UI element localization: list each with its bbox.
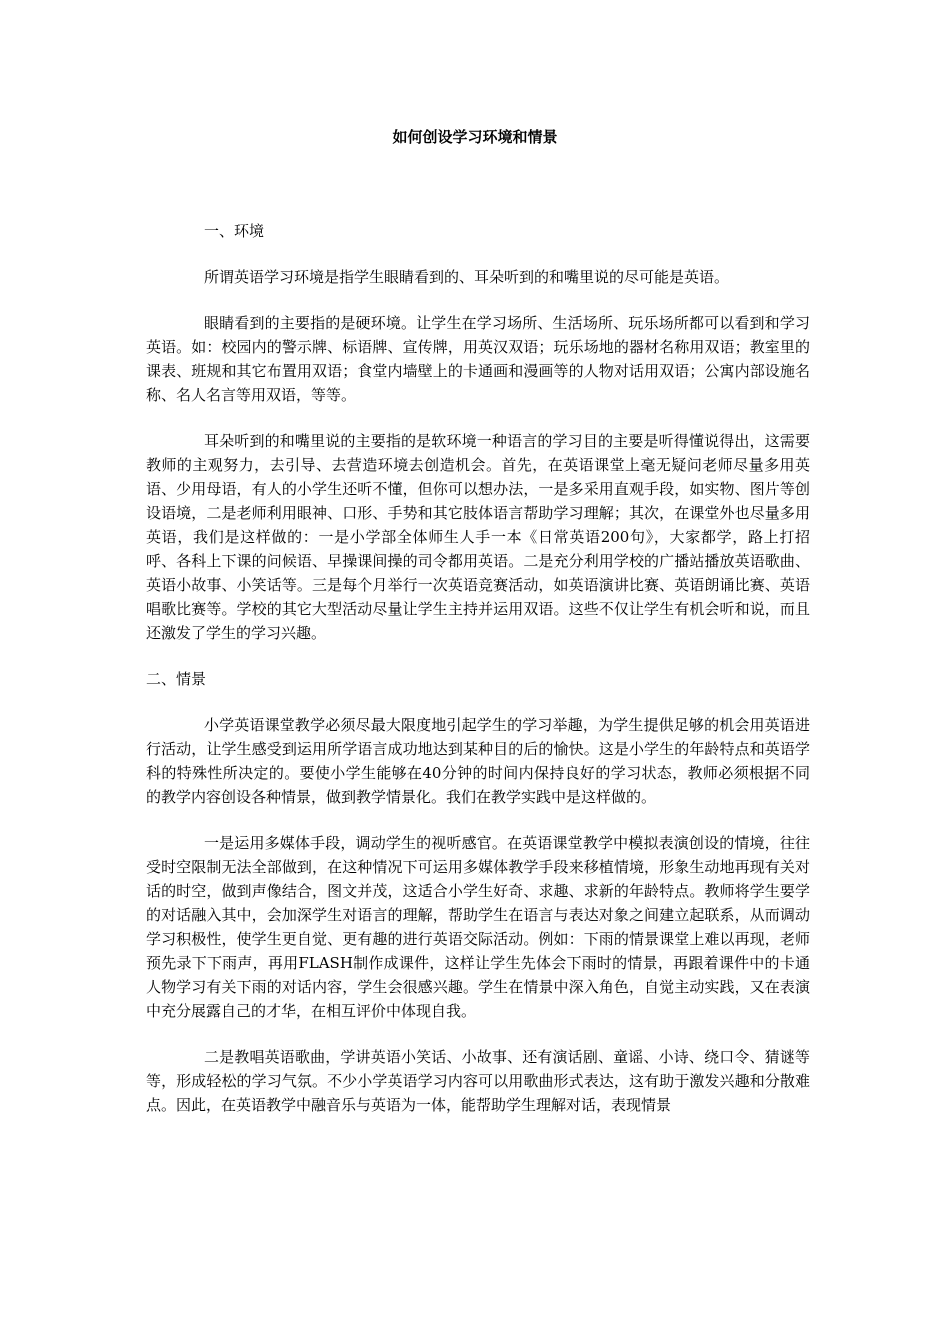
paragraph: 小学英语课堂教学必须尽最大限度地引起学生的学习举趣，为学生提供足够的机会用英语进行活动，让学生感受到运用所学语言成功地达到某种目的后的愉快。这是小学生的年龄特点和英语学科的特殊性所决定的。要使小学生能够在40分钟的时间内保持良好的学习状态，教师必须根据不同的教学内容创设各种情景，做到教学情景化。我们在教学实践中是这样做的。	[146, 716, 810, 806]
paragraph: 所谓英语学习环境是指学生眼睛看到的、耳朵听到的和嘴里说的尽可能是英语。	[204, 268, 730, 286]
document-title: 如何创设学习环境和情景	[392, 128, 558, 146]
paragraph: 一是运用多媒体手段，调动学生的视听感官。在英语课堂教学中模拟表演创设的情境，往往受时空限制无法全部做到，在这种情况下可运用多媒体教学手段来移植情境，形象生动地再现有关对话的时空，做到声像结合，图文并茂，这适合小学生好奇、求趣、求新的年龄特点。教师将学生要学的对话融入其中，会加深学生对语言的理解，帮助学生在语言与表达对象之间建立起联系，从而调动学习积极性，使学生更自觉、更有趣的进行英语交际活动。例如：下雨的情景课堂上难以再现，老师预先录下下雨声，再用FLASH制作成课件，这样让学生先体会下雨时的情景，再跟着课件中的卡通人物学习有关下雨的对话内容，学生会很感兴趣。学生在情景中深入角色，自觉主动实践，又在表演中充分展露自己的才华，在相互评价中体现自我。	[146, 834, 810, 1020]
paragraph: 耳朵听到的和嘴里说的主要指的是软环境一种语言的学习目的主要是听得懂说得出，这需要教师的主观努力，去引导、去营造环境去创造机会。首先，在英语课堂上毫无疑问老师尽量多用英语、少用母语，有人的小学生还听不懂，但你可以想办法，一是多采用直观手段，如实物、图片等创设语境，二是老师利用眼神、口形、手势和其它肢体语言帮助学习理解；其次，在课堂外也尽量多用英语，我们是这样做的：一是小学部全体师生人手一本《日常英语200句》，大家都学，路上打招呼、各科上下课的问候语、早操课间操的司令都用英语。二是充分利用学校的广播站播放英语歌曲、英语小故事、小笑话等。三是每个月举行一次英语竞赛活动，如英语演讲比赛、英语朗诵比赛、英语唱歌比赛等。学校的其它大型活动尽量让学生主持并运用双语。这些不仅让学生有机会听和说，而且还激发了学生的学习兴趣。	[146, 432, 810, 642]
document-body	[146, 219, 810, 1138]
paragraph: 二是教唱英语歌曲，学讲英语小笑话、小故事、还有演话剧、童谣、小诗、绕口令、猜谜等等，形成轻松的学习气氛。不少小学英语学习内容可以用歌曲形式表达，这有助于激发兴趣和分散难点。因此，在英语教学中融音乐与英语为一体，能帮助学生理解对话，表现情景	[146, 1048, 810, 1114]
section-heading-environment: 一、环境	[204, 222, 265, 240]
section-heading-scenario: 二、情景	[146, 670, 207, 688]
paragraph: 眼睛看到的主要指的是硬环境。让学生在学习场所、生活场所、玩乐场所都可以看到和学习英语。如：校园内的警示牌、标语牌、宣传牌，用英汉双语；玩乐场地的器材名称用双语；教室里的课表、班规和其它布置用双语；食堂内墙壁上的卡通画和漫画等的人物对话用双语；公寓内部设施名称、名人名言等用双语，等等。	[146, 314, 810, 404]
